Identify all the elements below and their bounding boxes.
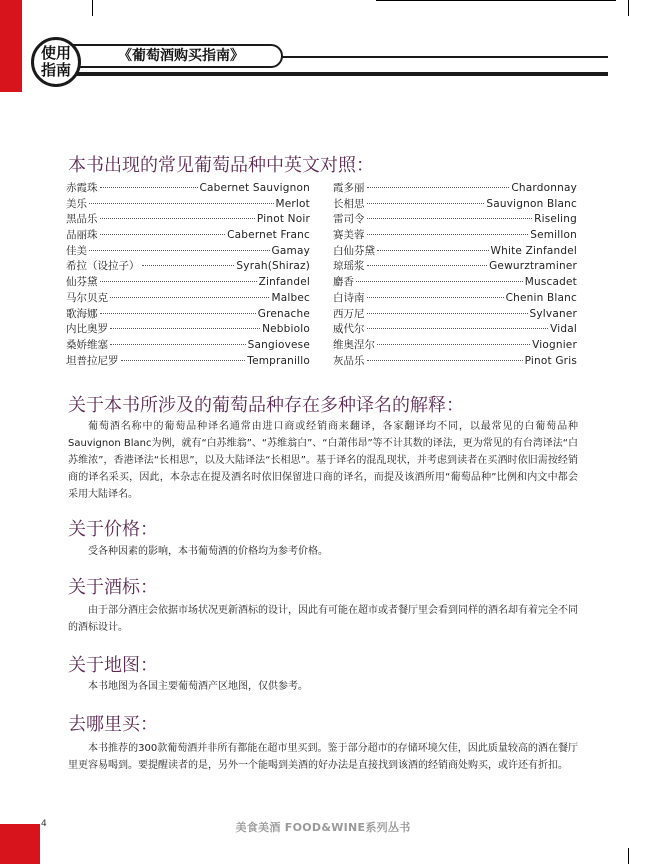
variety-chinese-name: 仙芬黛 [66,276,98,289]
variety-english-name: Semillon [530,229,577,242]
variety-english-name: Merlot [275,197,310,210]
crop-mark [628,848,629,864]
variety-english-name: Syrah(Shiraz) [236,260,310,273]
where-heading: 去哪里买： [68,714,158,735]
varieties-right-column [333,181,577,369]
variety-english-name: Chenin Blanc [505,291,577,304]
variety-english-name: Muscadet [524,276,577,289]
crop-mark [92,0,93,16]
variety-chinese-name: 西万尼 [333,307,365,320]
varieties-heading: 本书出现的常见葡萄品种中英文对照： [68,155,374,176]
variety-chinese-name: 内比奥罗 [66,323,108,336]
variety-row [66,354,310,370]
leader-dots [367,203,485,204]
variety-english-name: Zinfandel [258,276,310,289]
names-paragraph: 葡萄酒名称中的葡萄品种译名通常由进口商或经销商来翻译，各家翻译均不同，以最常见的白葡萄品种Sauvignon Blanc为例，就有“白苏维翁”、“苏维翁白”、“白萧伟昂”等不计其数的译法，更为常见的有台湾译法“白苏维浓”，香港译法“长相思”，以及大陆译法“长相思”。基于译名的混乱现状，并考虑到读者在买酒时依旧需按经销商的译名采买，因此，本杂志在提及酒名时依旧保留进口商的译名，而提及该酒所用“葡萄品种”比例和内文中都会采用大陆译名。 [68,421,578,500]
variety-chinese-name: 麝香 [333,276,354,289]
variety-row [333,322,577,338]
variety-row [66,275,310,291]
variety-english-name: White Zinfandel [490,244,577,257]
series-brand: 美食美酒 FOOD&WINE系列丛书 [235,821,411,834]
leader-dots [367,265,488,266]
variety-english-name: Viognier [532,338,577,351]
variety-chinese-name: 维奥涅尔 [333,338,375,351]
variety-row [333,228,577,244]
variety-english-name: Chardonnay [511,182,577,194]
variety-chinese-name: 赛美蓉 [333,229,365,242]
leader-dots [377,250,489,251]
leader-dots [367,187,510,188]
leader-dots [367,297,504,298]
header-rule [282,56,608,58]
names-heading: 关于本书所涉及的葡萄品种存在多种译名的解释： [68,395,464,416]
variety-english-name: Sangiovese [247,338,310,351]
variety-english-name: Cabernet Sauvignon [199,182,310,194]
leader-dots [100,218,255,219]
variety-english-name: Gewurztraminer [489,260,577,273]
variety-row [333,197,577,213]
leader-dots [377,344,530,345]
variety-row [66,197,310,213]
variety-english-name: Pinot Noir [256,213,310,226]
varieties-left-column [66,181,310,369]
crop-mark [376,0,616,1]
variety-row [333,212,577,228]
variety-row [66,181,310,197]
leader-dots [89,203,274,204]
leader-dots [367,218,533,219]
leader-dots [110,328,260,329]
variety-chinese-name: 灰品乐 [333,354,365,367]
variety-chinese-name: 白诗南 [333,291,365,304]
variety-english-name: Riseling [534,213,577,226]
variety-row [333,275,577,291]
variety-chinese-name: 希拉（设拉子） [66,260,140,273]
label-heading: 关于酒标： [68,577,158,598]
variety-chinese-name: 佳美 [66,244,87,257]
variety-row [333,259,577,275]
price-paragraph: 受各种因素的影响，本书葡萄酒的价格均为参考价格。 [88,546,328,557]
variety-row [66,322,310,338]
leader-dots [100,313,256,314]
variety-row [66,291,310,307]
variety-row [333,291,577,307]
variety-row [66,212,310,228]
leader-dots [100,187,198,188]
variety-row [66,338,310,354]
variety-english-name: Malbec [271,291,310,304]
page-title: 《葡萄酒购买指南》 [70,44,283,68]
map-paragraph: 本书地图为各国主要葡萄酒产区地图，仅供参考。 [88,681,308,692]
price-heading: 关于价格： [68,519,158,540]
variety-chinese-name: 黑品乐 [66,213,98,226]
leader-dots [100,234,226,235]
variety-english-name: Gamay [271,244,310,257]
label-paragraph: 由于部分酒庄会依据市场状况更新酒标的设计，因此有可能在超市或者餐厅里会看到同样的酒名却有着完全不同的酒标设计。 [68,605,578,633]
variety-english-name: Tempranillo [247,354,310,367]
variety-english-name: Nebbiolo [262,323,310,336]
variety-chinese-name: 威代尔 [333,323,365,336]
variety-chinese-name: 马尔贝克 [66,291,108,304]
header-rule-thick [40,72,608,76]
variety-chinese-name: 桑娇维塞 [66,338,108,351]
variety-english-name: Grenache [257,307,310,320]
leader-dots [100,281,257,282]
variety-row [66,228,310,244]
leader-dots [121,360,246,361]
leader-dots [356,281,523,282]
leader-dots [110,344,246,345]
leader-dots [367,234,529,235]
leader-dots [89,250,270,251]
crop-mark [628,0,629,16]
leader-dots [367,313,528,314]
variety-english-name: Sylvaner [529,307,577,320]
variety-english-name: Vidal [550,323,577,336]
page-number: 4 [41,819,47,829]
badge-line-1: 使用 [40,44,71,62]
variety-english-name: Pinot Gris [524,354,577,367]
variety-row [333,338,577,354]
badge-line-2: 指南 [40,61,71,79]
leader-dots [367,328,549,329]
red-corner-top [0,0,22,92]
where-paragraph: 本书推荐的300款葡萄酒并非所有都能在超市里买到。鉴于部分超市的存储环境欠佳，因此质量较高的酒在餐厅里更容易喝到。要提醒读者的是，另外一个能喝到美酒的好办法是直接找到该酒的经销商处购买，或许还有折扣。 [68,743,578,771]
variety-chinese-name: 美乐 [66,197,87,210]
variety-row [66,244,310,260]
variety-chinese-name: 赤霞珠 [66,182,98,194]
variety-english-name: Sauvignon Blanc [486,197,577,210]
variety-row [66,307,310,323]
variety-chinese-name: 坦普拉尼罗 [66,354,119,367]
variety-chinese-name: 霞多丽 [333,182,365,194]
variety-row [66,259,310,275]
variety-row [333,307,577,323]
variety-chinese-name: 长相思 [333,197,365,210]
variety-chinese-name: 琼瑶浆 [333,260,365,273]
variety-row [333,244,577,260]
variety-row [333,354,577,370]
variety-chinese-name: 品丽珠 [66,229,98,242]
map-heading: 关于地图： [68,655,158,676]
variety-chinese-name: 白仙芬黛 [333,244,375,257]
variety-chinese-name: 歌海娜 [66,307,98,320]
variety-row [333,181,577,197]
variety-english-name: Cabernet Franc [227,229,310,242]
guide-badge [31,37,81,87]
leader-dots [110,297,269,298]
leader-dots [367,360,523,361]
variety-chinese-name: 雷司令 [333,213,365,226]
leader-dots [142,265,235,266]
